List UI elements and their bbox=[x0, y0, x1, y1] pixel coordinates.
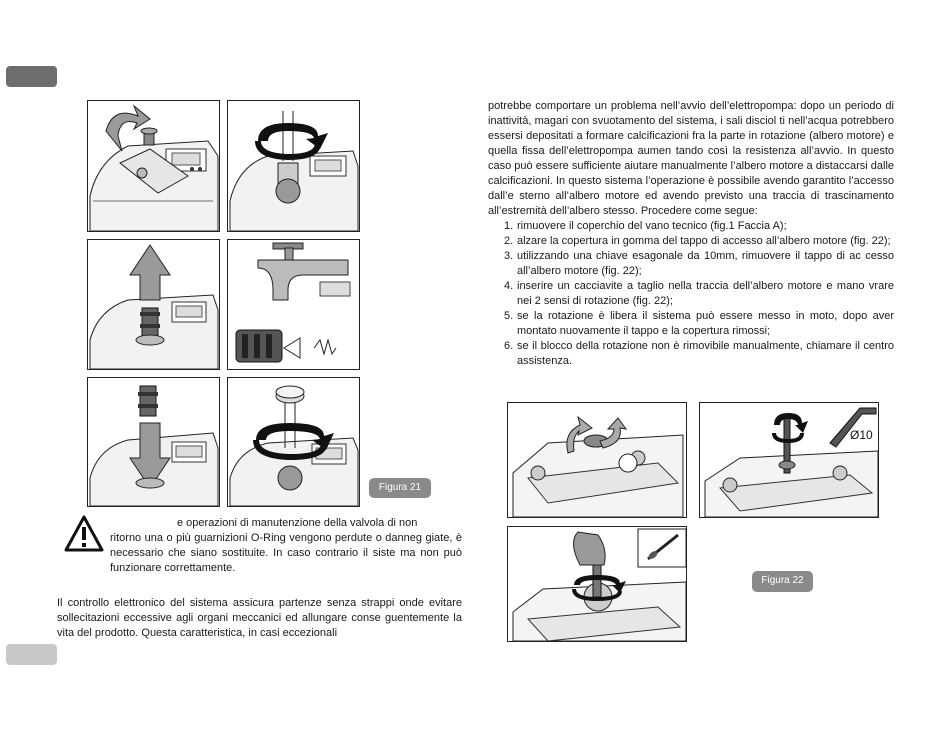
fig22-panel-3 bbox=[507, 526, 687, 642]
fig21-panel-6 bbox=[227, 377, 360, 507]
wrench-size-label: Ø10 bbox=[850, 428, 873, 442]
hex-key-remove-cap-illustration bbox=[700, 403, 878, 517]
pump-lift-cover-illustration bbox=[88, 101, 219, 231]
screwdriver-rotate-shaft-illustration bbox=[508, 527, 686, 641]
left-body-paragraph: Il controllo elettronico del sistema assicura partenze senza strappi onde evitare sollecitazioni eccessive agli organi meccanici ed allungare conse guentemente la vita del prodotto. Questa caratteristica, in casi eccezionali bbox=[57, 597, 462, 639]
fig21-panel-5 bbox=[87, 377, 220, 507]
clean-valve-tap-illustration bbox=[228, 240, 359, 369]
right-intro-paragraph: potrebbe comportare un problema nell’avvio dell’elettropompa: dopo un periodo di inattività, magari con svuotamento del sistema, i sali disciol ti nell’acqua potrebbero essersi depositati a formare calcificazioni fra la parte in rotazione (albero motore) e quella fissa dell’elettropompa aumen tando così la resistenza all’avvio. In questo caso può essere sufficiente aiutare manualmente l’albero motore a distaccarsi dalle calcificazioni. In questo sistema l’operazione è possibile avendo garantito l’accesso dall’e sterno all’albero motore ed avendo previsto una traccia di trascinamento all’estremità dell’albero stesso. Procedere come segue: bbox=[488, 100, 894, 217]
procedure-steps bbox=[488, 219, 894, 369]
right-column-text bbox=[488, 99, 894, 369]
pump-insert-valve-illustration bbox=[88, 378, 219, 506]
warning-first-line: e operazioni di manutenzione della valvola di non bbox=[177, 517, 418, 529]
warning-text bbox=[110, 516, 462, 576]
figure-22-label: Figura 22 bbox=[752, 571, 813, 592]
procedure-step: 5. se la rotazione è libera il sistema può essere messo in moto, dopo aver montato nuovamente il tappo e la copertura rimossi; bbox=[504, 310, 894, 337]
procedure-step: 4. inserire un cacciavite a taglio nella traccia dell’albero motore e mano vrare nei 2 sensi di rotazione (fig. 22); bbox=[504, 280, 894, 307]
fig21-panel-1 bbox=[87, 100, 220, 232]
fig22-panel-1 bbox=[507, 402, 687, 518]
warning-rest: ritorno una o più guarnizioni O-Ring vengono perdute o danneg giate, è necessario che siano sostituite. In caso contrario il siste ma non può funzionare correttamente. bbox=[110, 532, 462, 574]
chapter-tab-top bbox=[6, 66, 57, 87]
procedure-step: 3. utilizzando una chiave esagonale da 10mm, rimuovere il tappo di ac cesso all’albero motore (fig. 22); bbox=[504, 250, 894, 277]
fig21-panel-4 bbox=[227, 239, 360, 370]
pump-unscrew-illustration bbox=[228, 101, 359, 231]
pump-rubber-cover-illustration bbox=[508, 403, 686, 517]
fig21-panel-2 bbox=[227, 100, 360, 232]
figure-21-label: Figura 21 bbox=[369, 478, 431, 498]
procedure-step: 2. alzare la copertura in gomma del tappo di accesso all’albero motore (fig. 22); bbox=[504, 235, 891, 247]
warning-triangle-icon bbox=[64, 515, 104, 553]
procedure-step: 6. se il blocco della rotazione non è rimovibile manualmente, chiamare il centro assistenza. bbox=[504, 340, 894, 367]
fig21-panel-3 bbox=[87, 239, 220, 370]
pump-screw-cap-illustration bbox=[228, 378, 359, 506]
pump-extract-valve-illustration bbox=[88, 240, 219, 369]
procedure-step: 1. rimuovere il coperchio del vano tecnico (fig.1 Faccia A); bbox=[504, 220, 787, 232]
chapter-tab-bottom bbox=[6, 644, 57, 665]
fig22-panel-2 bbox=[699, 402, 879, 518]
